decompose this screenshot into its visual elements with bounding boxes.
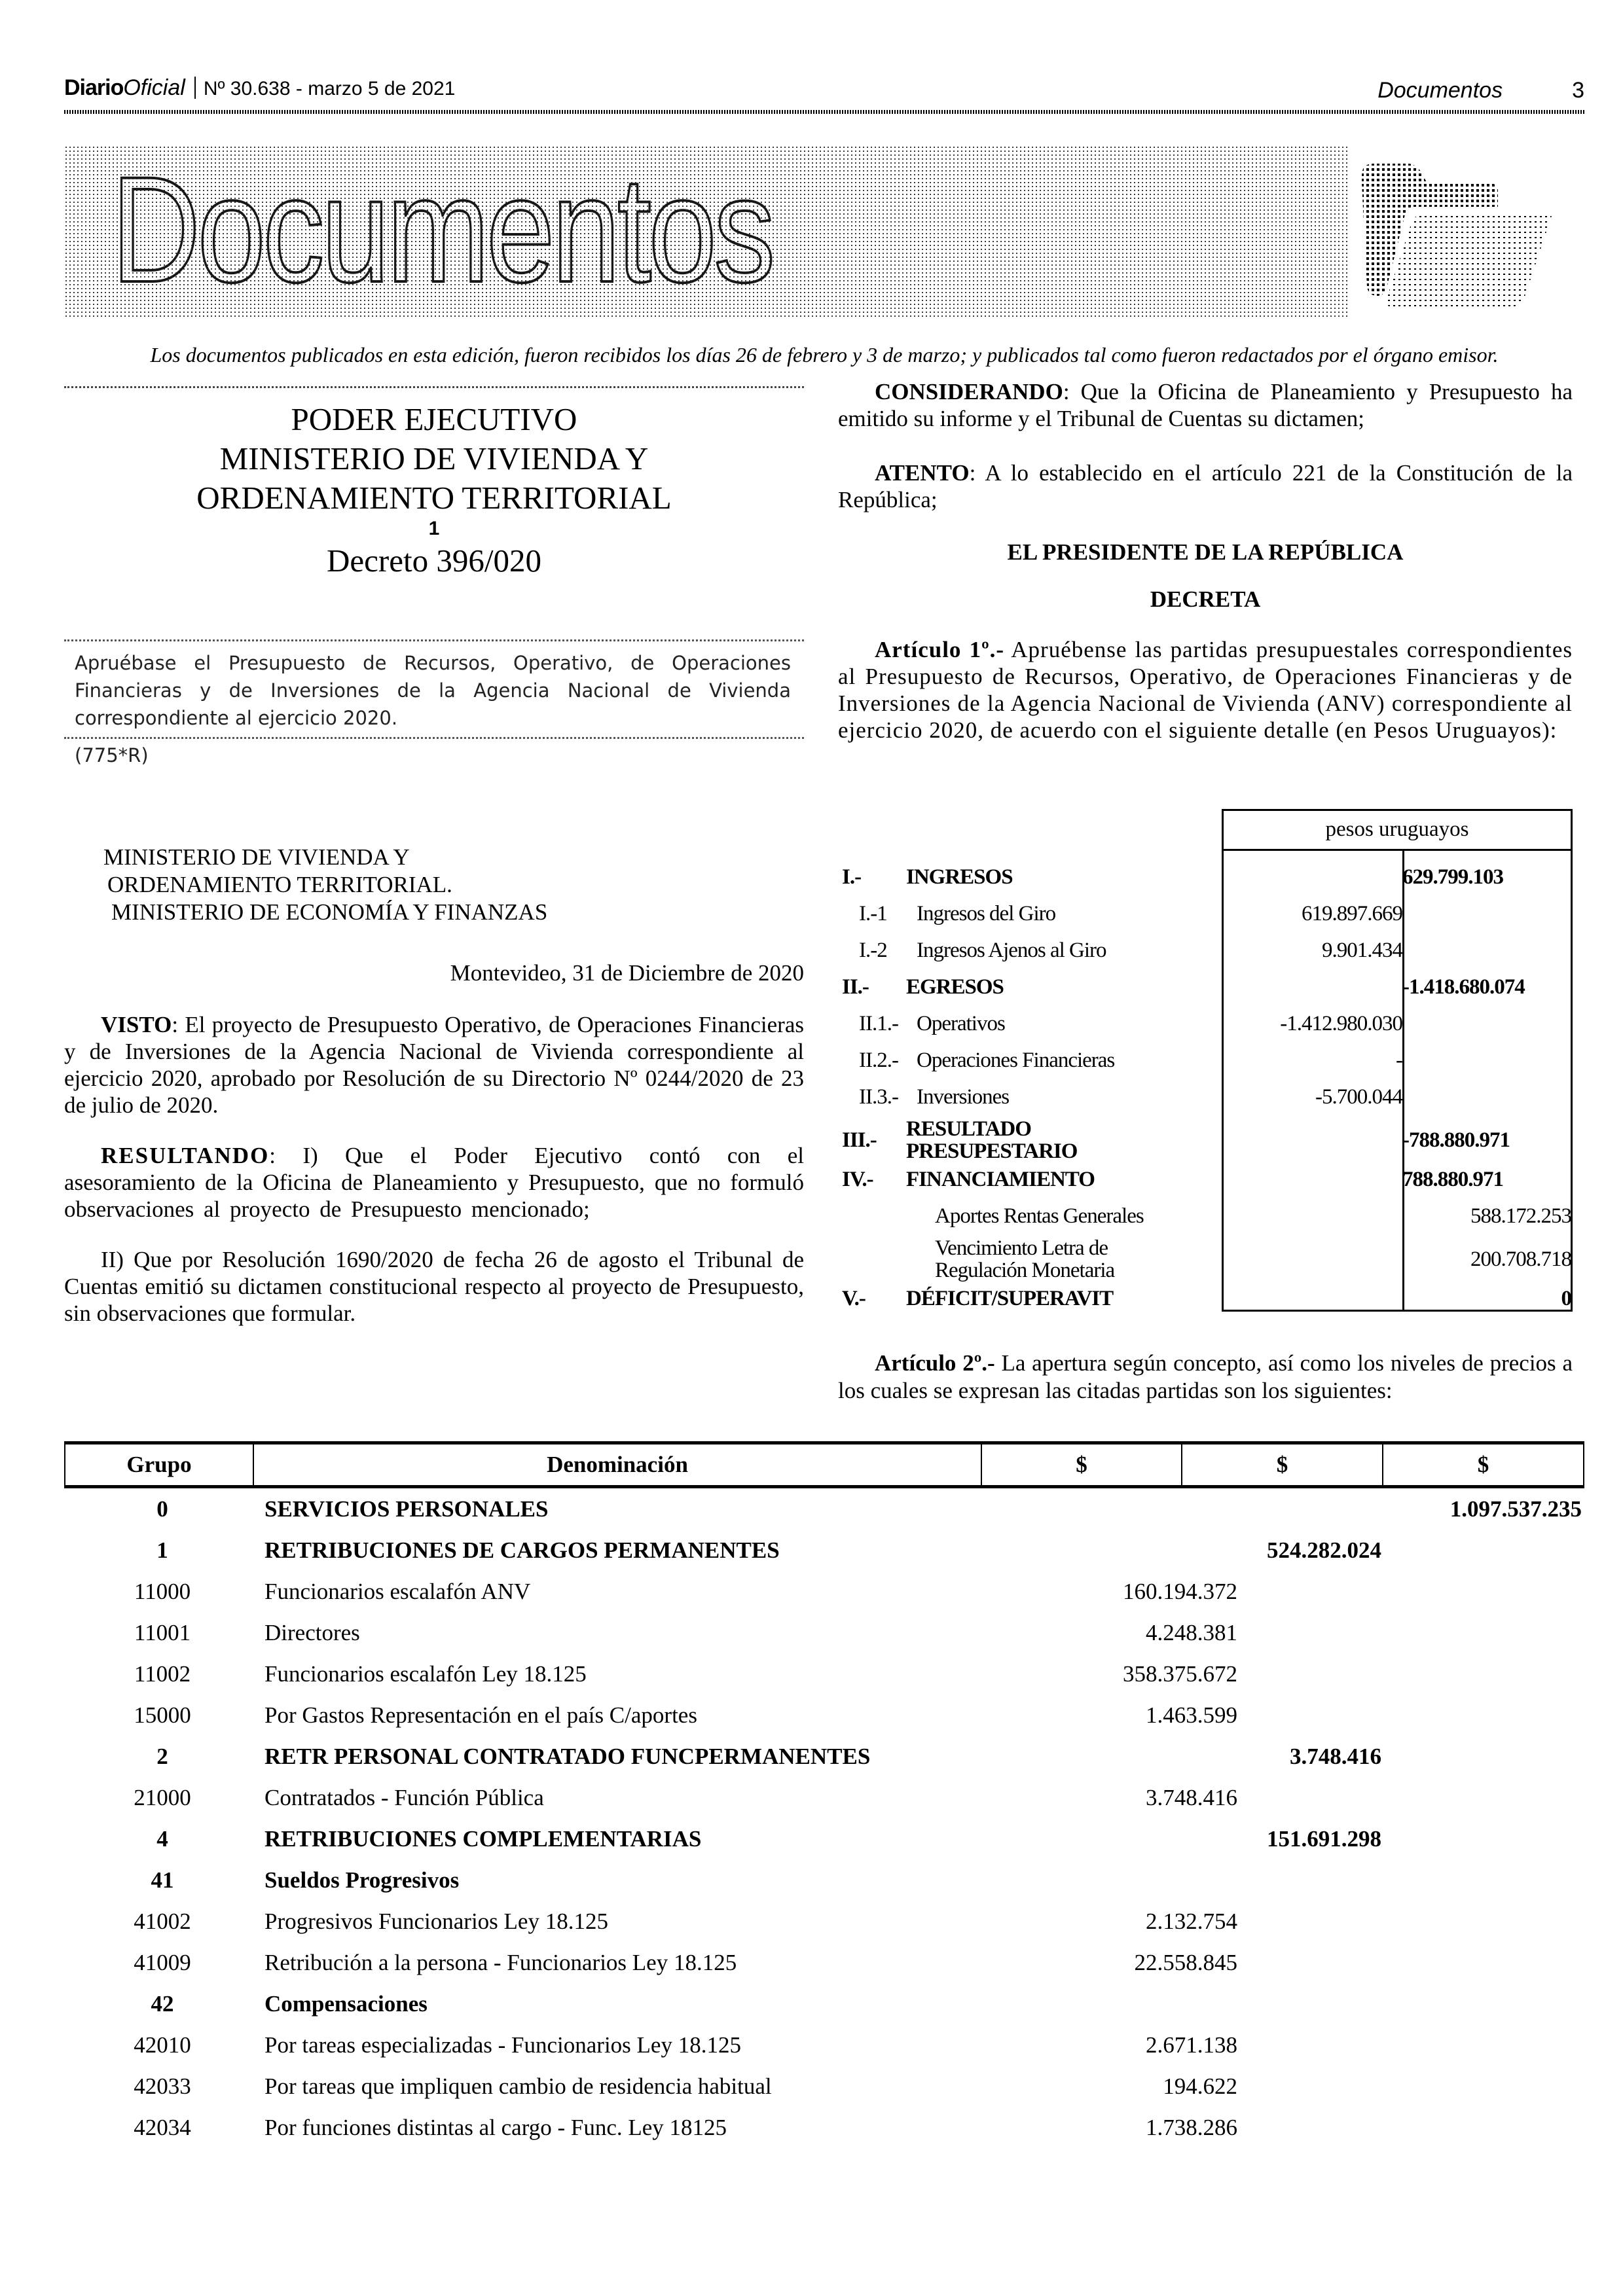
- table-row: [64, 1942, 1584, 1983]
- brand-name-italic: Oficial: [123, 75, 185, 100]
- visto-label: VISTO: [101, 1012, 172, 1037]
- budget-row: [838, 1079, 1573, 1115]
- budget-value-detail: 619.897.669: [1302, 902, 1402, 925]
- denominacion-cell: Progresivos Funcionarios Ley 18.125: [264, 1909, 608, 1934]
- budget-value-financing: 0: [1561, 1287, 1571, 1310]
- budget-summary-table: [838, 809, 1573, 1319]
- amount-detail-cell: 1.738.286: [1146, 2115, 1237, 2140]
- table-row: [64, 1530, 1584, 1571]
- table-row: [64, 1859, 1584, 1901]
- article-1: [838, 636, 1573, 744]
- budget-value-detail: -: [1396, 1049, 1402, 1072]
- budget-label: Ingresos Ajenos al Giro: [917, 939, 1106, 962]
- budget-value-total: 788.880.971: [1402, 1168, 1503, 1191]
- budget-value-detail: 9.901.434: [1322, 939, 1402, 962]
- decree-summary: Apruébase el Presupuesto de Recursos, Operativo, de Operaciones Financieras y de Inversiones de la Agencia Nacional de Vivienda correspondiente al ejercicio 2020.: [75, 652, 791, 729]
- budget-label: RESULTADO PRESUPESTARIO: [906, 1117, 1078, 1163]
- considerando-text: : Que la Oficina de Planeamiento y Presupuesto ha emitido su informe y el Tribunal de Cuentas su dictamen;: [838, 379, 1573, 431]
- visto-paragraph: [64, 1011, 804, 1119]
- article-2-text: La apertura según concepto, así como los niveles de precios a los cuales se expresan las citadas partidas son los siguientes:: [838, 1350, 1573, 1403]
- denominacion-cell: Sueldos Progresivos: [264, 1867, 460, 1893]
- amount-detail-cell: 160.194.372: [1123, 1579, 1237, 1604]
- budget-label: Operaciones Financieras: [917, 1049, 1115, 1072]
- denominacion-cell: RETRIBUCIONES COMPLEMENTARIAS: [264, 1826, 702, 1852]
- budget-code: II.1.-: [859, 1012, 898, 1035]
- masthead: [64, 73, 1584, 106]
- decree-title: Decreto 396/020: [327, 543, 541, 579]
- considerando-label: CONSIDERANDO: [875, 379, 1063, 404]
- header-amount-2: $: [1182, 1444, 1383, 1485]
- header-denominacion: Denominación: [254, 1444, 982, 1485]
- amount-subtotal-cell: 151.691.298: [1267, 1826, 1381, 1852]
- ministry-line: MINISTERIO DE VIVIENDA Y: [103, 844, 410, 870]
- grupo-cell: 11002: [134, 1661, 191, 1687]
- brand-name-bold: Diario: [64, 75, 124, 100]
- budget-currency-header: pesos uruguayos: [1224, 811, 1571, 851]
- grupo-cell: 21000: [134, 1785, 191, 1810]
- resultando-ii-paragraph: II) Que por Resolución 1690/2020 de fecha 26 de agosto el Tribunal de Cuentas emitió su dictamen constitucional respecto al proyecto de Presupuesto, sin observaciones que formular.: [64, 1247, 804, 1326]
- budget-value-total: -788.880.971: [1402, 1128, 1510, 1152]
- grupo-cell: 42033: [134, 2073, 191, 2099]
- budget-label: Ingresos del Giro: [917, 902, 1056, 925]
- budget-label: Vencimiento Letra de Regulación Monetaria: [935, 1236, 1115, 1282]
- budget-label: Aportes Rentas Generales: [935, 1204, 1144, 1228]
- table-row: [64, 1901, 1584, 1942]
- grupo-cell: 1: [156, 1537, 168, 1563]
- grupo-cell: 41002: [134, 1909, 191, 1934]
- amount-detail-cell: 3.748.416: [1146, 1785, 1237, 1810]
- amount-detail-cell: 194.622: [1163, 2073, 1237, 2099]
- amount-detail-cell: 1.463.599: [1146, 1702, 1237, 1728]
- budget-value-financing: 588.172.253: [1470, 1204, 1571, 1228]
- denominacion-cell: SERVICIOS PERSONALES: [264, 1496, 549, 1522]
- detail-table-header: [64, 1441, 1584, 1488]
- budget-row: [838, 1280, 1573, 1317]
- banner-title: Documentos: [111, 145, 773, 314]
- budget-row: [838, 1198, 1573, 1234]
- denominacion-cell: RETR PERSONAL CONTRATADO FUNCPERMANENTES: [264, 1744, 871, 1769]
- budget-label: FINANCIAMIENTO: [906, 1168, 1095, 1191]
- section-name: Documentos: [1377, 78, 1503, 103]
- right-column: [838, 378, 1573, 744]
- president-heading: EL PRESIDENTE DE LA REPÚBLICA: [1007, 539, 1404, 565]
- decreta-heading: DECRETA: [1150, 586, 1261, 612]
- atento-label: ATENTO: [875, 460, 970, 486]
- denominacion-cell: Directores: [264, 1620, 360, 1645]
- denominacion-cell: Por funciones distintas al cargo - Func. Ley 18125: [264, 2115, 727, 2140]
- detail-table: [64, 1441, 1584, 2148]
- denominacion-cell: Por Gastos Representación en el país C/aportes: [264, 1702, 697, 1728]
- grupo-cell: 4: [156, 1826, 168, 1852]
- grupo-cell: 42: [151, 1991, 174, 2017]
- table-row: [64, 1653, 1584, 1695]
- budget-row: [838, 1234, 1573, 1284]
- denominacion-cell: Compensaciones: [264, 1991, 428, 2017]
- amount-detail-cell: 2.671.138: [1146, 2032, 1237, 2058]
- masthead-separator: [194, 77, 196, 99]
- amount-detail-cell: 22.558.845: [1134, 1950, 1237, 1975]
- amount-detail-cell: 2.132.754: [1146, 1909, 1237, 1934]
- atento-paragraph: [838, 459, 1573, 513]
- table-row: [64, 1488, 1584, 1530]
- atento-text: : A lo establecido en el artículo 221 de la Constitución de la República;: [838, 460, 1573, 512]
- intro-note: Los documentos publicados en esta edición, fueron recibidos los días 26 de febrero y 3 de marzo; y publicados tal como fueron redactados por el órgano emisor.: [150, 343, 1499, 367]
- denominacion-cell: Funcionarios escalafón Ley 18.125: [264, 1661, 587, 1687]
- budget-row: [838, 859, 1573, 895]
- denominacion-cell: Por tareas que impliquen cambio de residencia habitual: [264, 2073, 772, 2099]
- budget-row: [838, 1115, 1573, 1165]
- amount-detail-cell: 358.375.672: [1123, 1661, 1237, 1687]
- denominacion-cell: Por tareas especializadas - Funcionarios Ley 18.125: [264, 2032, 741, 2058]
- budget-row: [838, 1042, 1573, 1079]
- budget-code: II.-: [842, 975, 869, 999]
- grupo-cell: 41009: [134, 1950, 191, 1975]
- budget-label: EGRESOS: [906, 975, 1004, 999]
- masthead-right: [1377, 73, 1584, 107]
- grupo-cell: 41: [151, 1867, 174, 1893]
- article-2: [838, 1350, 1573, 1405]
- article-1-text: Apruébense las partidas presupuestales correspondientes al Presupuesto de Recursos, Operativo, de Operaciones Financieras y de Inversiones de la Agencia Nacional de Vivienda (ANV) correspondiente al ejercicio 2020, de acuerdo con el siguiente detalle (en Pesos Uruguayos):: [838, 637, 1573, 743]
- table-row: [64, 1983, 1584, 2024]
- grupo-cell: 15000: [134, 1702, 191, 1728]
- table-row: [64, 1695, 1584, 1736]
- folder-icon: [1355, 157, 1552, 314]
- budget-row: [838, 895, 1573, 932]
- table-row: [64, 2107, 1584, 2148]
- issuer-line: MINISTERIO DE VIVIENDA Y: [219, 440, 649, 476]
- denominacion-cell: Retribución a la persona - Funcionarios Ley 18.125: [264, 1950, 737, 1975]
- table-row: [64, 1571, 1584, 1612]
- ministries-block: [64, 844, 804, 926]
- table-row: [64, 1777, 1584, 1818]
- budget-code: II.2.-: [859, 1049, 898, 1072]
- budget-row: [838, 932, 1573, 969]
- budget-code: V.-: [842, 1287, 866, 1310]
- budget-label: DÉFICIT/SUPERAVIT: [906, 1287, 1114, 1310]
- table-row: [64, 1612, 1584, 1653]
- header-amount-3: $: [1477, 1452, 1489, 1477]
- grupo-cell: 0: [156, 1496, 168, 1522]
- decree-header: [64, 388, 804, 582]
- masthead-left: [64, 73, 455, 103]
- amount-subtotal-cell: 3.748.416: [1290, 1744, 1381, 1769]
- resultando-label: RESULTANDO: [101, 1143, 270, 1168]
- budget-code: I.-1: [859, 902, 887, 925]
- table-row: [64, 1818, 1584, 1859]
- denominacion-cell: Funcionarios escalafón ANV: [264, 1579, 531, 1604]
- considerando-paragraph: [838, 378, 1573, 432]
- visto-text: : El proyecto de Presupuesto Operativo, de Operaciones Financieras y de Inversiones de la Agencia Nacional de Vivienda correspondiente al ejercicio 2020, aprobado por Resolución de su Directorio Nº 0244/2020 de 23 de julio de 2020.: [64, 1012, 804, 1118]
- table-row: [64, 2066, 1584, 2107]
- denominacion-cell: RETRIBUCIONES DE CARGOS PERMANENTES: [264, 1537, 780, 1563]
- grupo-cell: 2: [156, 1744, 168, 1769]
- issue-info: Nº 30.638 - marzo 5 de 2021: [203, 78, 456, 99]
- budget-value-financing: 200.708.718: [1470, 1247, 1571, 1271]
- header-grupo: Grupo: [65, 1444, 254, 1485]
- budget-row: [838, 969, 1573, 1005]
- budget-code: I.-: [842, 865, 862, 889]
- amount-detail-cell: 4.248.381: [1146, 1620, 1237, 1645]
- resultando-text: : I) Que el Poder Ejecutivo contó con el asesoramiento de la Oficina de Planeamiento y Presupuesto, que no formuló observaciones al proyecto de Presupuesto mencionado;: [64, 1143, 804, 1222]
- budget-code: I.-2: [859, 939, 887, 962]
- amount-subtotal-cell: 524.282.024: [1267, 1537, 1381, 1563]
- budget-code: IV.-: [842, 1168, 873, 1191]
- issuer-line: PODER EJECUTIVO: [291, 401, 577, 437]
- amount-total-cell: 1.097.537.235: [1450, 1496, 1582, 1522]
- budget-value-total: 629.799.103: [1402, 865, 1503, 889]
- grupo-cell: 11001: [134, 1620, 191, 1645]
- issuer-line: ORDENAMIENTO TERRITORIAL: [196, 480, 672, 516]
- article-2-label: Artículo 2º.-: [875, 1350, 995, 1376]
- budget-code: II.3.-: [859, 1085, 898, 1109]
- budget-label: Inversiones: [917, 1085, 1010, 1109]
- budget-label: INGRESOS: [906, 865, 1013, 889]
- header-amount-1: $: [982, 1444, 1182, 1485]
- grupo-cell: 42010: [134, 2032, 191, 2058]
- item-number: 1: [428, 518, 440, 539]
- detail-table-body: [64, 1488, 1584, 2148]
- budget-row: [838, 1005, 1573, 1042]
- table-row: [64, 1736, 1584, 1777]
- budget-value-total: -1.418.680.074: [1402, 975, 1525, 999]
- budget-value-detail: -1.412.980.030: [1280, 1012, 1402, 1035]
- page-number: 3: [1572, 78, 1584, 103]
- place-date: Montevideo, 31 de Diciembre de 2020: [450, 960, 804, 986]
- resultando-paragraph: [64, 1142, 804, 1223]
- budget-row: [838, 1161, 1573, 1198]
- reference-code: (775*R): [75, 744, 149, 766]
- grupo-cell: 11000: [134, 1579, 191, 1604]
- article-1-label: Artículo 1º.-: [875, 637, 1005, 662]
- grupo-cell: 42034: [134, 2115, 191, 2140]
- left-column: [64, 386, 804, 1327]
- section-banner: [64, 145, 1349, 317]
- denominacion-cell: Contratados - Función Pública: [264, 1785, 544, 1810]
- budget-label: Operativos: [917, 1012, 1005, 1035]
- table-row: [64, 2024, 1584, 2066]
- header-divider: [64, 110, 1584, 114]
- ministry-line: ORDENAMIENTO TERRITORIAL.: [107, 872, 452, 897]
- ministry-line: MINISTERIO DE ECONOMÍA Y FINANZAS: [111, 899, 548, 925]
- budget-value-detail: -5.700.044: [1315, 1085, 1402, 1109]
- budget-code: III.-: [842, 1128, 877, 1152]
